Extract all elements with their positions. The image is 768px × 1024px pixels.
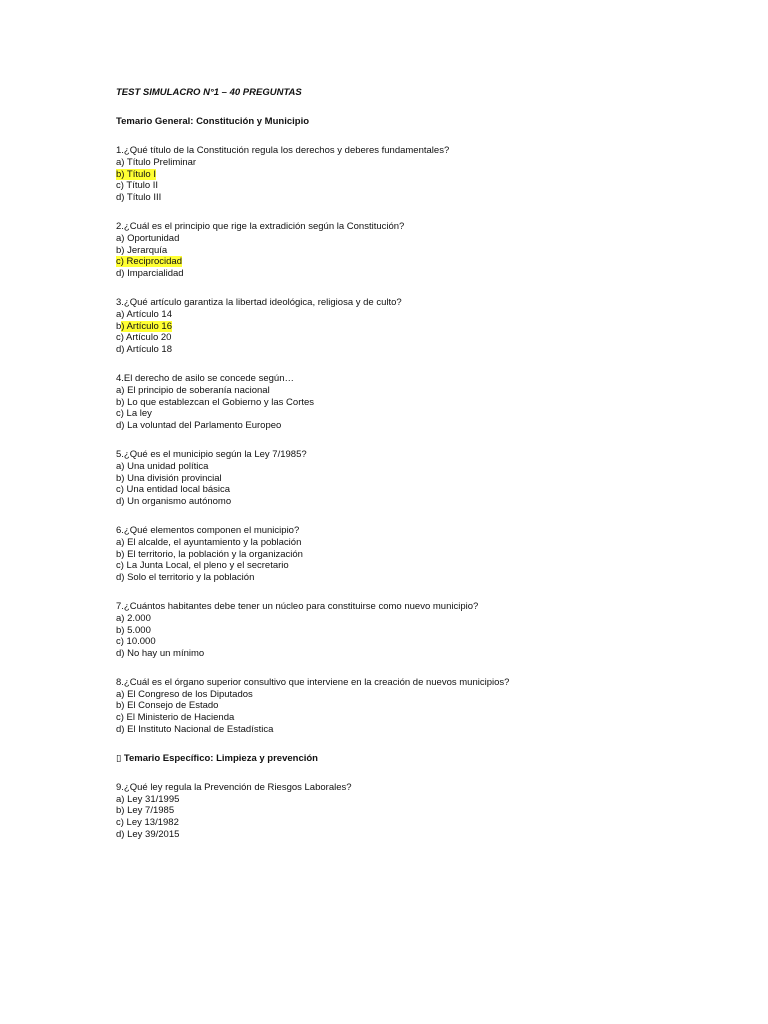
option-text: d) Título III [116, 192, 162, 204]
option-text: d) Solo el territorio y la población [116, 572, 255, 584]
answer-option [116, 560, 676, 572]
option-text: a) Artículo 14 [116, 308, 172, 320]
answer-option [116, 420, 676, 432]
question [116, 145, 676, 204]
answer-option [116, 829, 676, 841]
answer-option [116, 157, 676, 169]
question-text: 9.¿Qué ley regula la Prevención de Riesgos Laborales? [116, 781, 352, 793]
option-text: c) 10.000 [116, 636, 156, 648]
option-text: c) Ley 13/1982 [116, 817, 179, 829]
answer-option [116, 268, 676, 280]
question-text: 6.¿Qué elementos componen el municipio? [116, 524, 300, 536]
question-text: 8.¿Cuál es el órgano superior consultivo que interviene en la creación de nuevos municipios? [116, 676, 510, 688]
answer-option [116, 636, 676, 648]
question [116, 601, 676, 660]
highlighted-answer: c) Reciprocidad [116, 256, 182, 268]
option-text: b) El Consejo de Estado [116, 700, 219, 712]
option-text: d) Un organismo autónomo [116, 496, 232, 508]
option-text: c) Artículo 20 [116, 332, 172, 344]
question-text: 5.¿Qué es el municipio según la Ley 7/1985? [116, 448, 307, 460]
option-text: b) El territorio, la población y la organización [116, 548, 303, 560]
option-text: c) El Ministerio de Hacienda [116, 712, 235, 724]
question-text: 7.¿Cuántos habitantes debe tener un núcleo para constituirse como nuevo municipio? [116, 600, 479, 612]
answer-option [116, 496, 676, 508]
option-text: c) La Junta Local, el pleno y el secretario [116, 560, 289, 572]
question [116, 782, 676, 841]
answer-option [116, 473, 676, 485]
highlighted-answer: b) Título I [116, 168, 156, 180]
option-text: c) Una entidad local básica [116, 484, 231, 496]
option-text: a) El alcalde, el ayuntamiento y la población [116, 536, 302, 548]
option-text: a) Ley 31/1995 [116, 793, 180, 805]
question-text: 4.El derecho de asilo se concede según… [116, 372, 294, 384]
option-text: d) Ley 39/2015 [116, 829, 180, 841]
answer-option [116, 724, 676, 736]
question [116, 297, 676, 356]
option-text: a) El Congreso de los Diputados [116, 688, 253, 700]
answer-option [116, 689, 676, 701]
question-text: 1.¿Qué título de la Constitución regula los derechos y deberes fundamentales? [116, 145, 450, 156]
answer-option [116, 572, 676, 584]
answer-option [116, 484, 676, 496]
option-text: a) Una unidad política [116, 460, 209, 472]
option-text: d) No hay un mínimo [116, 648, 205, 660]
question [116, 449, 676, 508]
answer-option [116, 537, 676, 549]
answer-option [116, 321, 676, 333]
section-heading: ▯ Temario Específico: Limpieza y prevención [116, 752, 318, 764]
answer-option [116, 613, 676, 625]
answer-option [116, 332, 676, 344]
question [116, 677, 676, 736]
answer-option [116, 817, 676, 829]
document-content [116, 87, 676, 858]
answer-option [116, 700, 676, 712]
answer-option [116, 169, 676, 181]
answer-option [116, 192, 676, 204]
option-text: d) El Instituto Nacional de Estadística [116, 724, 274, 736]
option-text: b) Una división provincial [116, 472, 222, 484]
document-title: TEST SIMULACRO N°1 – 40 PREGUNTAS [116, 87, 302, 98]
option-text: d) Imparcialidad [116, 268, 184, 280]
question-text: 3.¿Qué artículo garantiza la libertad ideológica, religiosa y de culto? [116, 296, 402, 308]
option-text: d) Artículo 18 [116, 344, 172, 356]
option-text: a) 2.000 [116, 612, 151, 624]
answer-option [116, 385, 676, 397]
answer-option [116, 397, 676, 409]
option-text: b) 5.000 [116, 624, 151, 636]
answer-option [116, 180, 676, 192]
option-text: a) Título Preliminar [116, 156, 197, 168]
option-text: b) Lo que establezcan el Gobierno y las Cortes [116, 396, 315, 408]
answer-option [116, 549, 676, 561]
answer-option [116, 712, 676, 724]
answer-option [116, 461, 676, 473]
question [116, 373, 676, 432]
highlighted-answer: ) Artículo 16 [121, 320, 172, 332]
sections-container [116, 116, 676, 841]
option-text: b [116, 320, 122, 332]
question-text: 2.¿Cuál es el principio que rige la extradición según la Constitución? [116, 220, 405, 232]
section [116, 116, 676, 736]
section-heading: Temario General: Constitución y Municipio [116, 116, 310, 127]
answer-option [116, 245, 676, 257]
answer-option [116, 805, 676, 817]
option-text: d) La voluntad del Parlamento Europeo [116, 420, 282, 432]
question [116, 221, 676, 280]
answer-option [116, 625, 676, 637]
answer-option [116, 344, 676, 356]
option-text: b) Jerarquía [116, 244, 168, 256]
answer-option [116, 256, 676, 268]
answer-option [116, 233, 676, 245]
option-text: c) Título II [116, 180, 159, 192]
answer-option [116, 408, 676, 420]
answer-option [116, 648, 676, 660]
option-text: a) Oportunidad [116, 232, 180, 244]
option-text: b) Ley 7/1985 [116, 805, 175, 817]
answer-option [116, 309, 676, 321]
option-text: c) La ley [116, 408, 152, 420]
answer-option [116, 794, 676, 806]
section [116, 753, 676, 841]
question [116, 525, 676, 584]
option-text: a) El principio de soberanía nacional [116, 384, 270, 396]
